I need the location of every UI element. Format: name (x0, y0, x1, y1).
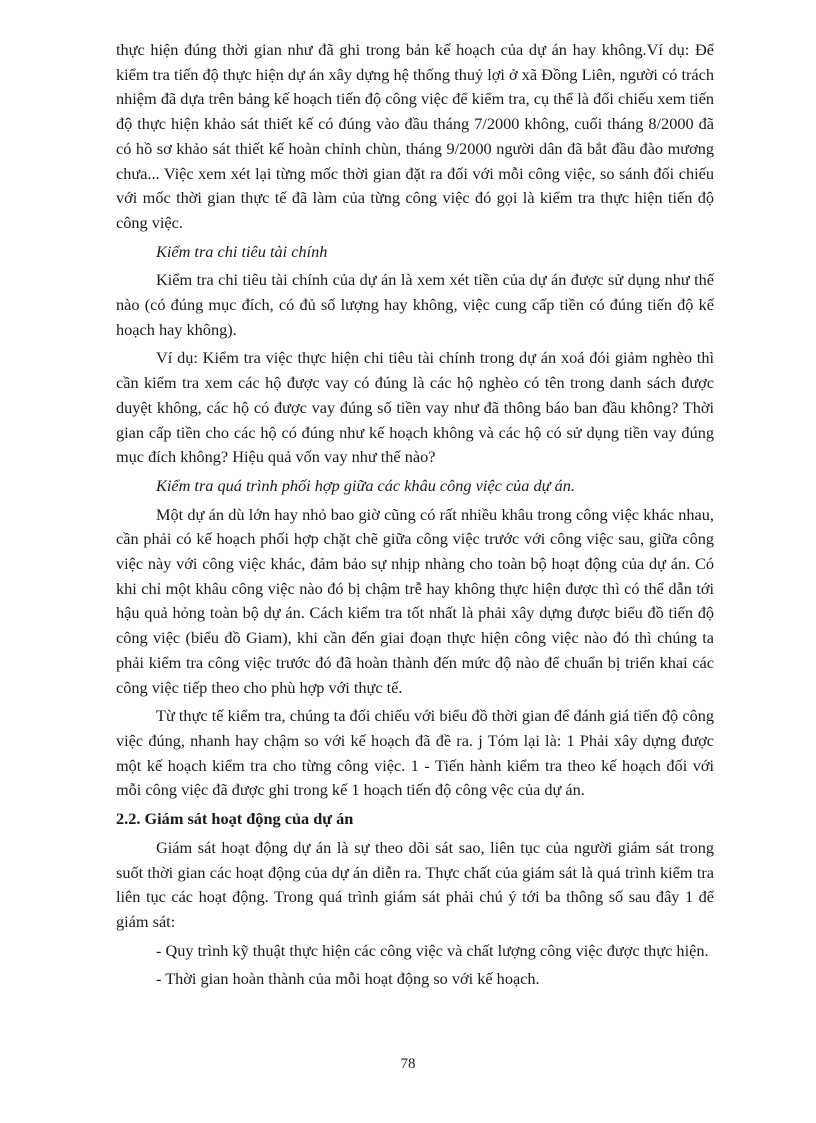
paragraph-coordination-check: Một dự án dù lớn hay nhỏ bao giờ cũng có rất nhiều khâu trong công việc khác nhau, cần phải có kế hoạch phối hợp chặt chẽ giữa công việc trước với công việc sau, giữa công việc này với công việc khác, đảm bảo sự nhịp nhàng cho toàn bộ hoạt động của dự án. Có khi chỉ một khâu công việc nào đó bị chậm trễ hay không thực hiện được thì có thể dẫn tới hậu quả hỏng toàn bộ dự án. Cách kiểm tra tốt nhất là phải xây dựng được biểu đồ tiến độ công việc (biểu đồ Giam), khi cần đến giai đoạn thực hiện công việc nào đó thì chúng ta phải kiểm tra công việc trước đó đã hoàn thành đến mức độ nào để chuẩn bị triển khai các công việc tiếp theo cho phù hợp với thực tế. (116, 504, 714, 697)
body-text (116, 38, 714, 992)
list-item-completion-time: - Thời gian hoàn thành của mỗi hoạt động so với kế hoạch. (156, 969, 540, 989)
paragraph-summary: Từ thực tế kiểm tra, chúng ta đối chiếu với biểu đồ thời gian để đánh giá tiến độ công việc đúng, nhanh hay chậm so với kế hoạch đã đề ra. j Tóm lại là: 1 Phải xây dựng được một kế hoạch kiểm tra cho từng công việc. 1 - Tiến hành kiểm tra theo kế hoạch đối với mỗi công việc đã được ghi trong kế 1 hoạch tiến độ công vệc của dự án. (116, 706, 714, 800)
subheading-financial-check: Kiểm tra chi tiêu tài chính (156, 241, 328, 261)
paragraph-financial-check-definition: Kiểm tra chi tiêu tài chính của dự án là xem xét tiền của dự án được sử dụng như thế nào (có đúng mục đích, có đủ số lượng hay không, việc cung cấp tiền có đúng tiến độ kế hoạch hay không). (116, 270, 714, 339)
paragraph-monitoring-definition: Giám sát hoạt động dự án là sự theo dõi sát sao, liên tục của người giám sát trong suốt thời gian các hoạt động của dự án diễn ra. Thực chất của giám sát là quá trình kiểm tra liên tục các hoạt động. Trong quá trình giám sát phải chú ý tới ba thông số sau đây 1 để giám sát: (116, 837, 714, 931)
section-heading-monitoring: 2.2. Giám sát hoạt động của dự án (116, 809, 354, 829)
page-number: 78 (400, 1056, 416, 1072)
list-item-technical-process: - Quy trình kỹ thuật thực hiện các công việc và chất lượng công việc được thực hiện. (156, 940, 709, 960)
paragraph-financial-check-example: Ví dụ: Kiểm tra việc thực hiện chi tiêu tài chính trong dự án xoá đói giảm nghèo thì cần kiểm tra xem các hộ được vay có đúng là các hộ nghèo có tên trong danh sách được duyệt không, các hộ có được vay đúng số tiền vay như đã thông báo ban đầu không? Thời gian cấp tiền cho các hộ có đúng như kế hoạch không và các hộ có sử dụng tiền vay đúng mục đích không? Hiệu quả vốn vay như thế nào? (116, 348, 714, 467)
subheading-coordination-check: Kiểm tra quá trình phối hợp giữa các khâu công việc của dự án. (156, 475, 575, 495)
paragraph-schedule-check-continued: thực hiện đúng thời gian như đã ghi trong bản kế hoạch của dự án hay không.Ví dụ: Để kiểm tra tiến độ thực hiện dự án xây dựng hệ thống thuỷ lợi ở xã Đồng Liên, người có trách nhiệm đã dựa trên bảng kế hoạch tiến độ công việc để kiểm tra, cụ thể là đối chiếu xem tiến độ thực hiện khảo sát thiết kế có đúng vào đầu tháng 7/2000 không, cuối tháng 8/2000 đã có hồ sơ khảo sát thiết kế hoàn chỉnh chùn, tháng 9/2000 người dân đã bắt đầu đào mương chưa... Việc xem xét lại từng mốc thời gian đặt ra đối với mỗi công việc, so sánh đối chiếu với mốc thời gian thực tế đã làm của từng công việc đó gọi là kiểm tra thực hiện tiến độ công việc. (116, 40, 714, 232)
